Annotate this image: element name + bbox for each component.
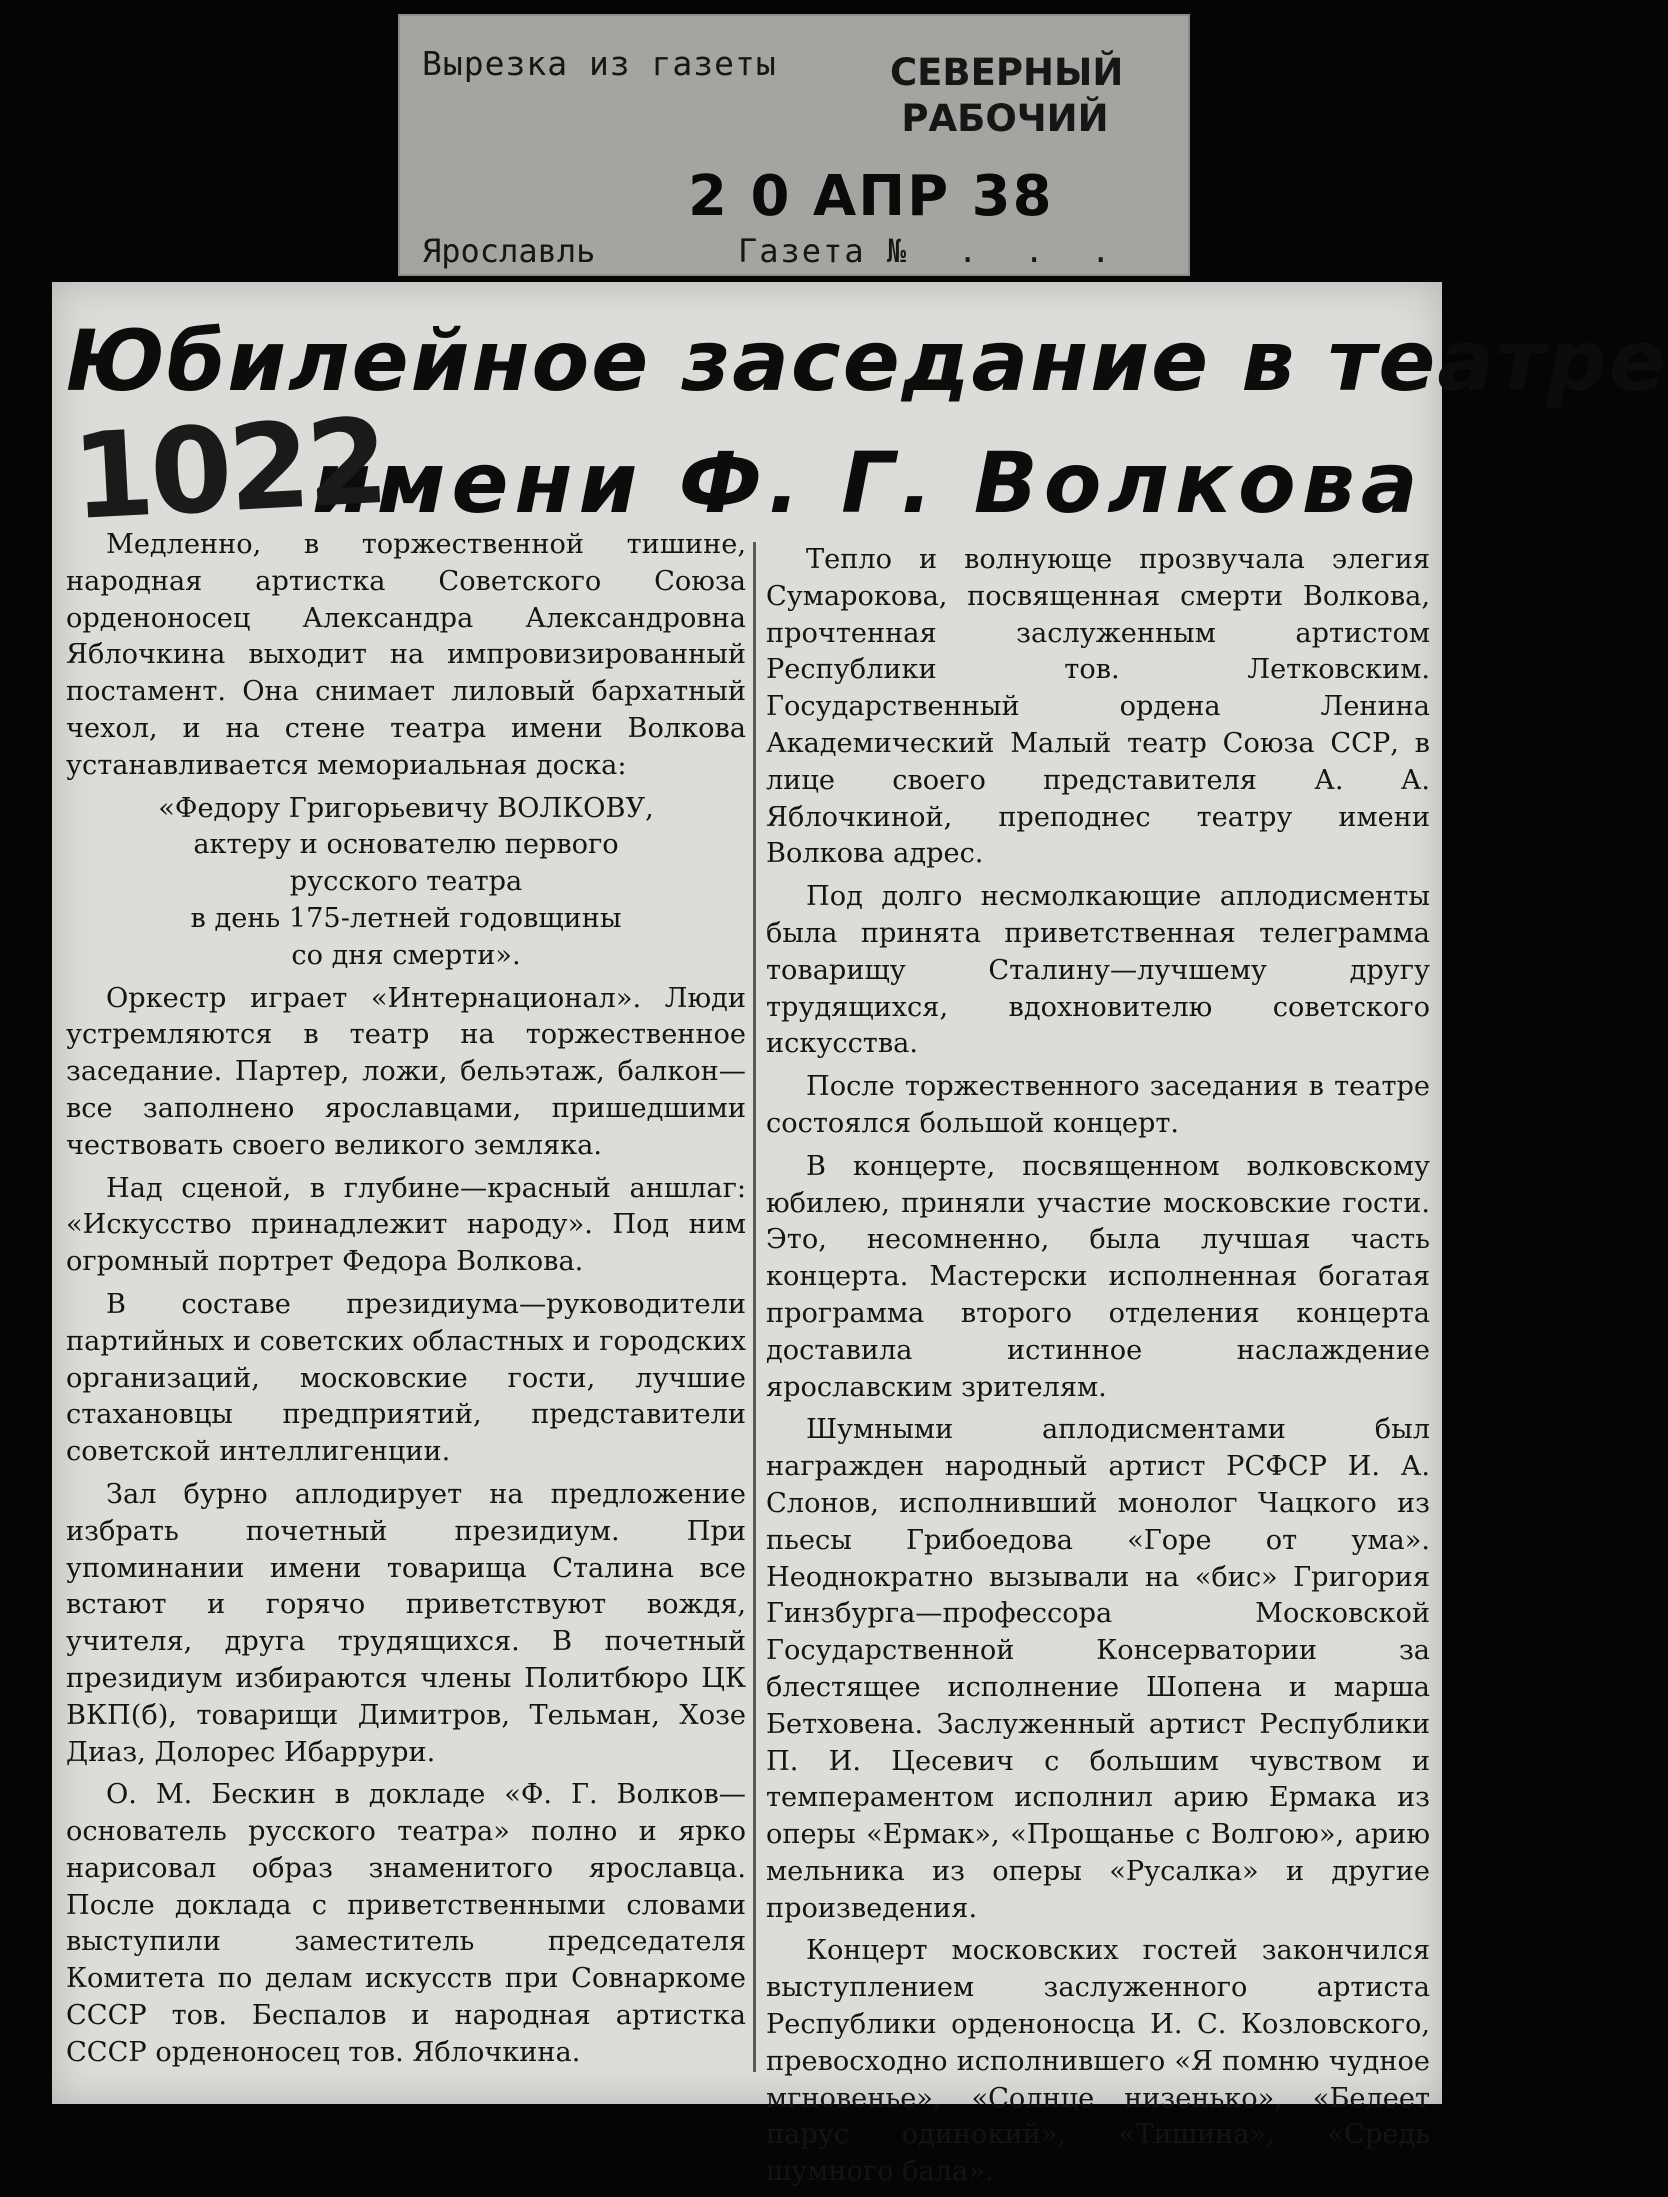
- newspaper-clipping: [52, 282, 1668, 2188]
- paragraph: В концерте, посвященном волковскому юбилею, приняли участие московские гости. Это, несомненно, была лучшая часть концерта. Мастерски исполненная богатая программа второго отделения концерта доставила истинное наслаждение ярославским зрителям.: [766, 1150, 1430, 1403]
- inscription-line: в день 175-летней годовщины: [190, 902, 622, 934]
- inscription-line: со дня смерти».: [291, 939, 521, 971]
- stamp-city: Ярославль: [422, 232, 596, 270]
- stamp-date: 2 0 АПР 38: [688, 164, 1054, 229]
- handwritten-archive-number: 1022: [68, 391, 388, 547]
- stamp-gazeta-label: Газета №: [738, 232, 909, 270]
- paragraph: Под долго несмолкающие аплодисменты была принята приветственная телеграмма товарищу Сталину—лучшему другу трудящихся, вдохновителю советского искусства.: [766, 881, 1430, 1060]
- paragraph: Шумными аплодисментами был награжден народный артист РСФСР И. А. Слонов, исполнивший монолог Чацкого из пьесы Грибоедова «Горе от ума». Неоднократно вызывали на «бис» Григория Гинзбурга—профессора Московской Государственной Консерватории за блестящее исполнение Шопена и марша Бетховена. Заслуженный артист Республики П. И. Цесевич с большим чувством и темпераментом исполнил арию Ермака из оперы «Ермак», «Прощанье с Волгою», арию мельника из оперы «Русалка» и другие произведения.: [766, 1414, 1430, 1924]
- headline-line-2: имени Ф. Г. Волкова: [312, 434, 1424, 532]
- stamp-gazeta-number: . . .: [958, 232, 1125, 270]
- paragraph: Зал бурно аплодирует на предложение избрать почетный президиум. При упоминании имени товарища Сталина все встают и горячо приветствуют вождя, учителя, друга трудящихся. В почетный президиум избираются члены Политбюро ЦК ВКП(б), товарищи Димитров, Тельман, Хозе Диаз, Долорес Ибаррури.: [66, 1478, 746, 1768]
- article-right-column: [766, 542, 1430, 2197]
- paragraph: Концерт московских гостей закончился выступлением заслуженного артиста Республики орденоносца И. С. Козловского, превосходно исполнившего «Я помню чудное мгновенье», «Солнце низенько», «Белеет парус одинокий», «Тишина», «Средь шумного бала».: [766, 1935, 1430, 2188]
- publication-name-line1: СЕВЕРНЫЙ: [890, 51, 1124, 94]
- inscription-line: актеру и основателю первого: [193, 829, 619, 861]
- paragraph: После торжественного заседания в театре состоялся большой концерт.: [766, 1071, 1430, 1139]
- memorial-inscription: [66, 791, 746, 975]
- column-divider: [753, 542, 756, 2072]
- paragraph: Медленно, в торжественной тишине, народная артистка Советского Союза орденоносец Александра Александровна Яблочкина выходит на импровизированный постамент. Она снимает лиловый бархатный чехол, и на стене театра имени Волкова устанавливается мемориальная доска:: [66, 529, 746, 781]
- paragraph: Оркестр играет «Интернационал». Люди устремляются в театр на торжественное заседание. Партер, ложи, бельэтаж, балкон—все заполнено ярославцами, пришедшими чествовать своего великого земляка.: [66, 982, 746, 1161]
- paragraph: О. М. Бескин в докладе «Ф. Г. Волков—основатель русского театра» полно и ярко нарисовал образ знаменитого ярославца. После доклада с приветственными словами выступили заместитель председателя Комитета по делам искусств при Совнаркоме СССР тов. Беспалов и народная артистка СССР орденоносец тов. Яблочкина.: [66, 1779, 746, 2068]
- publication-name: [890, 50, 1124, 142]
- article-left-column: [66, 527, 746, 2078]
- paragraph: Тепло и волнующе прозвучала элегия Сумарокова, посвященная смерти Волкова, прочтенная заслуженным артистом Республики тов. Летковским. Государственный ордена Ленина Академический Малый театр Союза ССР, в лице своего представителя А. А. Яблочкиной, преподнес театру имени Волкова адрес.: [766, 544, 1430, 870]
- inscription-line: «Федору Григорьевичу ВОЛКОВУ,: [158, 792, 654, 824]
- stamp-source-label: Вырезка из газеты: [422, 44, 777, 83]
- publication-name-line2: РАБОЧИЙ: [901, 97, 1109, 140]
- inscription-line: русского театра: [289, 866, 523, 898]
- paragraph: Над сценой, в глубине—красный аншлаг: «Искусство принадлежит народу». Под ним огромный портрет Федора Волкова.: [66, 1172, 746, 1278]
- clipping-stamp: [398, 14, 1190, 276]
- headline-line-1: Юбилейное заседание в театре: [66, 312, 1668, 410]
- paragraph: В составе президиума—руководители партийных и советских областных и городских организаций, московские гости, лучшие стахановцы предприятий, представители советской интеллигенции.: [66, 1288, 746, 1468]
